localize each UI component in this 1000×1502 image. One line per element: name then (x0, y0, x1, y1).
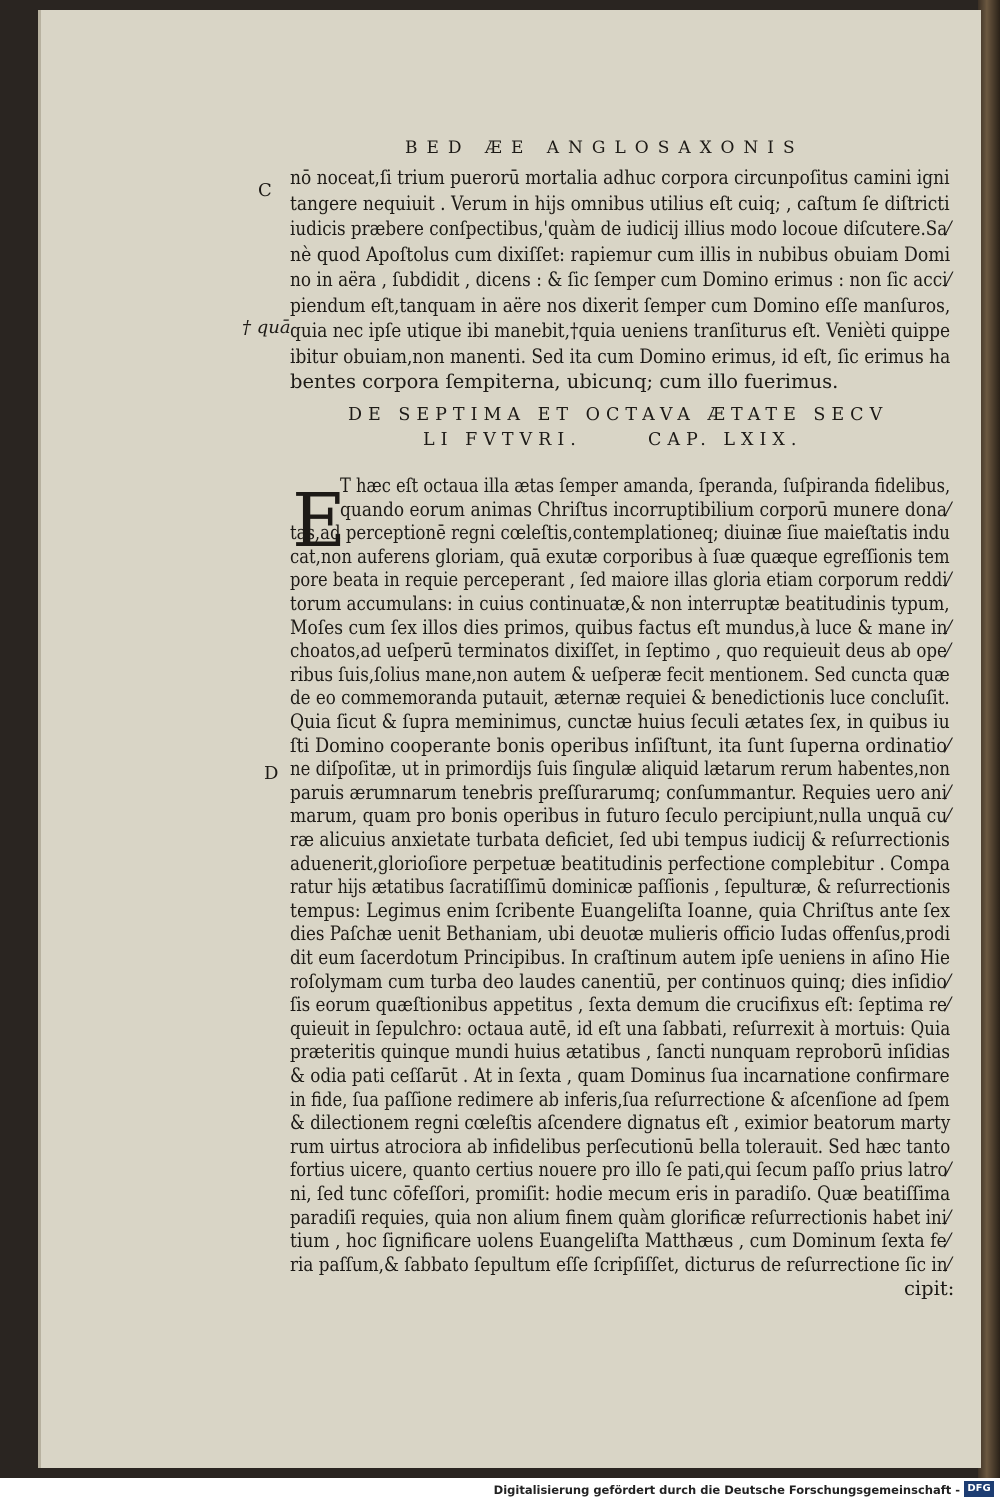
text-line: tium , hoc ſignificare uolens Euangeliſta Matthæus , cum Dominum ſexta fe⁄ (290, 1229, 950, 1253)
text-line: bentes corpora ſempiterna, ubicunq; cum illo fuerimus. (290, 370, 839, 393)
footer-credit: Digitalisierung gefördert durch die Deutsche Forschungsgemeinschaft - (493, 1483, 960, 1497)
text-line: ribus ſuis,ſolius mane,non autem & ueſperæ fecit mentionem. Sed cuncta quæ (290, 662, 950, 686)
text-line: nè quod Apoſtolus cum dixiſſet: rapiemur cum illis in nubibus obuiam Domi (290, 242, 951, 266)
text-line: pore beata in requie perceperant , ſed maiore illas gloria etiam corporum reddi⁄ (290, 568, 951, 592)
book-edge (978, 0, 1000, 1478)
text-line: nō noceat,ſi trium puerorū mortalia adhuc corpora circunpoſitus camini igni (290, 166, 950, 189)
text-line: torum accumulans: in cuius continuatæ,& non interruptæ beatitudinis typum, (290, 592, 950, 615)
catchword: cipit: (904, 1277, 955, 1300)
drop-initial: E (292, 478, 347, 564)
text-line: ne diſpoſitæ, ut in primordijs ſuis ſingulæ aliquid lætarum rerum habentes,non (290, 757, 950, 781)
text-line: paradiſi requies, quia non alium finem quàm glorificæ reſurrectionis habet ini⁄ (290, 1205, 950, 1229)
text-line: paruis ærumnarum tenebris preſſurarumq; conſummantur. Requies uero ani⁄ (290, 780, 950, 804)
text-line: rum uirtus atrociora ab infidelibus perſecutionū bella tolerauit. Sed hæc tanto (290, 1134, 951, 1158)
text-line: piendum eſt,tanquam in aëre nos dixerit ſemper cum Domino eſſe manſuros, (290, 293, 951, 317)
text-line: quieuit in ſepulchro: octaua autē, id eſt una ſabbati, reſurrexit à mortuis: Quia (290, 1016, 951, 1040)
text-line: ibitur obuiam,non manenti. Sed ita cum Domino erimus, id eſt, ſic erimus ha (290, 344, 951, 368)
text-line: ratur hijs ætatibus ſacratiſſimū dominicæ paſſionis , ſepulturæ, & reſurrectionis (290, 875, 951, 899)
text-line: quando eorum animas Chriſtus incorruptibilium corporū munere dona⁄ (340, 497, 950, 521)
text-line: iudicis præbere conſpectibus,'quàm de iudicij illius modo locoue diſcutere.Sa⁄ (290, 217, 951, 240)
text-line: dies Paſchæ uenit Bethaniam, ubi deuotæ mulieris officio Iudas offenſus,prodi (290, 922, 951, 946)
text-line: ria paſſum,& ſabbato ſepultum eſſe ſcripſiſſet, dicturus de reſurrectione ſic in⁄ (290, 1252, 951, 1276)
text-line: aduenerit,glorioſiore perpetuæ beatitudinis perfectione complebitur . Compa (290, 851, 950, 875)
text-line: T hæc eſt octaua illa ætas ſemper amanda, ſperanda, ſuſpiranda fidelibus, (340, 474, 951, 497)
text-line: de eo commemoranda putauit, æternæ requiei & benedictionis luce concluſit. (290, 686, 950, 710)
text-line: tangere nequiuit . Verum in hijs omnibus utilius eſt cuiq; , caſtum ſe diſtricti (290, 191, 950, 215)
text-line: fortius uicere, quanto certius nouere pro illo ſe pati,qui ſecum paſſo prius latro⁄ (290, 1158, 951, 1182)
text-line: ræ alicuius anxietate turbata deficiet, ſed ubi tempus iudicij & reſurrectionis (290, 828, 950, 851)
running-head: BED ÆE ANGLOSAXONIS (405, 138, 804, 158)
text-line: Moſes cum ſex illos dies primos, quibus factus eſt mundus,à luce & mane in⁄ (290, 615, 951, 639)
footer-bar (0, 1478, 1000, 1502)
margin-letter-d: D (264, 763, 279, 784)
chapter-heading-line-2-right: CAP. LXIX. (648, 430, 803, 450)
text-line: tempus: Legimus enim ſcribente Euangeliſta Ioanne, quia Chriſtus ante ſex (290, 898, 950, 922)
text-line: Quia ſicut & ſupra meminimus, cunctæ huius ſeculi ætates ſex, in quibus iu (290, 710, 950, 733)
chapter-heading-line-1: DE SEPTIMA ET OCTAVA ÆTATE SECV (348, 405, 889, 425)
text-line: dit eum ſacerdotum Principibus. In craſtinum autem ipſe ueniens in aſino Hie (290, 946, 950, 969)
text-line: tas,ad perceptionē regni cœleſtis,contemplationeq; diuinæ ſiue maieſtatis indu (290, 521, 950, 545)
text-line: marum, quam pro bonis operibus in futuro ſeculo percipiunt,nulla unquā cu⁄ (290, 804, 951, 828)
text-line: roſolymam cum turba deo laudes canentiū, per continuos quinq; dies inſidio⁄ (290, 969, 950, 993)
margin-note-qua: † quā (242, 317, 291, 338)
text-line: ſis eorum quæſtionibus appetitus , ſexta demum die crucifixus eſt: ſeptima re⁄ (290, 993, 950, 1017)
text-line: ſti Domino cooperante bonis operibus inſiſtunt, ita ſunt ſuperna ordinatio⁄ (290, 733, 950, 757)
text-line: præteritis quinque mundi huius ætatibus , ſancti nunquam reproborū inſidias (290, 1040, 951, 1064)
text-line: cat,non auferens gloriam, quā exutæ corporibus à ſuæ quæque egreſſionis tem (290, 544, 950, 568)
text-line: no in aëra , ſubdidit , dicens : & ſic ſemper cum Domino erimus : non ſic acci⁄ (290, 268, 951, 291)
text-line: quia nec ipſe utique ibi manebit,†quia ueniens tranſiturus eſt. Venièti quippe (290, 319, 951, 342)
margin-letter-c: C (258, 180, 272, 201)
text-line: in fide, ſua paſſione redimere ab inferis,ſua reſurrectione & aſcenſione ad ſpem (290, 1087, 950, 1111)
text-line: & odia pati ceſſarūt . At in ſexta , quam Dominus ſua incarnatione confirmare (290, 1064, 950, 1087)
text-line: choatos,ad ueſperū terminatos dixiſſet, in ſeptimo , quo requieuit deus ab ope⁄ (290, 639, 950, 663)
text-line: ni, ſed tunc cōfeſſori, promiſit: hodie mecum eris in paradiſo. Quæ beatiſſima (290, 1182, 951, 1205)
chapter-heading-line-2-left: LI FVTVRI. (423, 430, 582, 450)
text-line: & dilectionem regni cœleſtis aſcendere dignatus eſt , eximior beatorum marty (290, 1111, 951, 1135)
dfg-logo: DFG (964, 1481, 994, 1497)
